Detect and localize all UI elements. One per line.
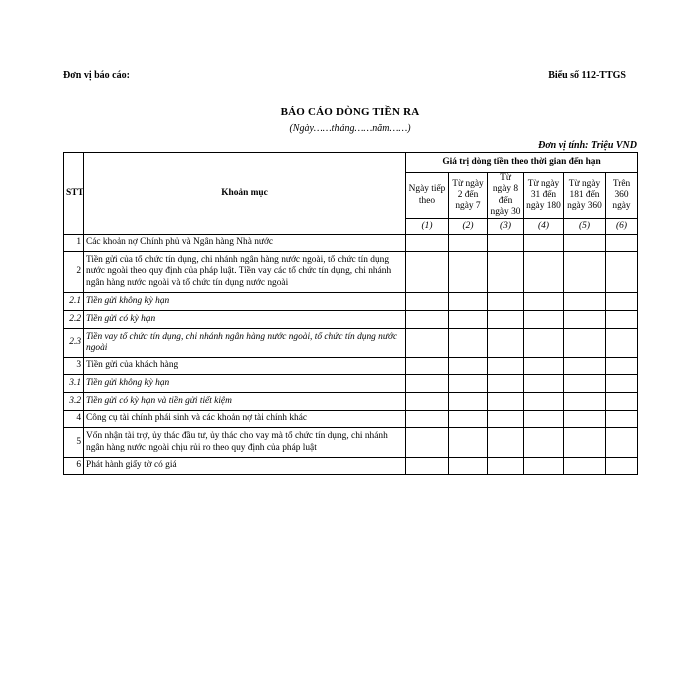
- value-cell: [606, 252, 638, 293]
- row-label: Tiền gửi có kỳ hạn và tiền gửi tiết kiệm: [84, 393, 406, 411]
- value-cell: [449, 375, 488, 393]
- row-stt: 2.1: [64, 293, 84, 311]
- value-cell: [406, 375, 449, 393]
- value-cell: [524, 393, 564, 411]
- column-number: (6): [606, 219, 638, 235]
- form-code: Biểu số 112-TTGS: [548, 70, 626, 81]
- value-cell: [564, 458, 606, 475]
- value-cell: [488, 358, 524, 375]
- table-row: [64, 458, 638, 475]
- item-header: Khoản mục: [84, 153, 406, 235]
- table-row: [64, 252, 638, 293]
- value-cell: [488, 311, 524, 329]
- unit-label: Đơn vị tính: Triệu VND: [538, 140, 637, 151]
- value-cell: [524, 311, 564, 329]
- row-stt: 1: [64, 235, 84, 252]
- row-label: Tiền gửi của khách hàng: [84, 358, 406, 375]
- row-stt: 2.3: [64, 329, 84, 358]
- value-cell: [488, 375, 524, 393]
- row-stt: 5: [64, 428, 84, 458]
- value-cell: [488, 458, 524, 475]
- table-row: [64, 293, 638, 311]
- stt-header: STT: [64, 153, 84, 235]
- table-row: [64, 411, 638, 428]
- value-cell: [524, 458, 564, 475]
- value-cell: [488, 293, 524, 311]
- period-header: Từ ngày 31 đến ngày 180: [524, 173, 564, 219]
- value-cell: [449, 311, 488, 329]
- value-cell: [606, 329, 638, 358]
- value-cell: [606, 393, 638, 411]
- row-label: Vốn nhận tài trợ, ủy thác đầu tư, ủy thác cho vay mà tổ chức tín dụng, chi nhánh ngân hàng nước ngoài chịu rủi ro theo quy định của pháp luật: [84, 428, 406, 458]
- value-cell: [449, 411, 488, 428]
- value-cell: [606, 428, 638, 458]
- value-cell: [606, 235, 638, 252]
- value-cell: [488, 411, 524, 428]
- row-stt: 3.1: [64, 375, 84, 393]
- value-cell: [524, 428, 564, 458]
- value-cell: [488, 235, 524, 252]
- value-cell: [524, 252, 564, 293]
- value-cell: [564, 329, 606, 358]
- table-row: [64, 375, 638, 393]
- column-number: (2): [449, 219, 488, 235]
- value-cell: [449, 293, 488, 311]
- period-header: Từ ngày 2 đến ngày 7: [449, 173, 488, 219]
- table-row: [64, 428, 638, 458]
- value-cell: [524, 293, 564, 311]
- table-row: [64, 311, 638, 329]
- value-cell: [524, 329, 564, 358]
- column-number: (1): [406, 219, 449, 235]
- column-number: (4): [524, 219, 564, 235]
- column-number: (3): [488, 219, 524, 235]
- value-cell: [564, 393, 606, 411]
- value-cell: [488, 393, 524, 411]
- value-cell: [488, 428, 524, 458]
- value-cell: [524, 235, 564, 252]
- value-cell: [524, 358, 564, 375]
- value-cell: [449, 252, 488, 293]
- period-header: Từ ngày 181 đến ngày 360: [564, 173, 606, 219]
- value-cell: [564, 235, 606, 252]
- value-cell: [406, 358, 449, 375]
- value-cell: [564, 428, 606, 458]
- row-label: Tiền gửi không kỳ hạn: [84, 293, 406, 311]
- value-cell: [524, 411, 564, 428]
- row-stt: 3.2: [64, 393, 84, 411]
- value-cell: [406, 329, 449, 358]
- row-label: Tiền gửi không kỳ hạn: [84, 375, 406, 393]
- row-stt: 2.2: [64, 311, 84, 329]
- value-cell: [488, 252, 524, 293]
- table-row: [64, 393, 638, 411]
- value-cell: [406, 411, 449, 428]
- report-title: BÁO CÁO DÒNG TIỀN RA: [280, 106, 420, 118]
- value-cell: [488, 329, 524, 358]
- value-cell: [406, 252, 449, 293]
- row-stt: 2: [64, 252, 84, 293]
- row-label: Tiền vay tổ chức tín dụng, chi nhánh ngân hàng nước ngoài, tổ chức tín dụng nước ngoài: [84, 329, 406, 358]
- table-row: [64, 329, 638, 358]
- report-date: (Ngày……tháng……năm……): [289, 123, 411, 134]
- table-row: [64, 358, 638, 375]
- value-cell: [406, 428, 449, 458]
- column-number: (5): [564, 219, 606, 235]
- value-cell: [406, 393, 449, 411]
- value-cell: [564, 411, 606, 428]
- row-label: Tiền gửi của tổ chức tín dụng, chi nhánh ngân hàng nước ngoài, tổ chức tín dụng nước ngoài theo quy định của pháp luật. Tiền vay các tổ chức tín dụng, chi nhánh ngân hàng nước ngoài và tổ chức tín dụng nước ngoài: [84, 252, 406, 293]
- period-header: Ngày tiếp theo: [406, 173, 449, 219]
- table-row: [64, 235, 638, 252]
- value-cell: [406, 293, 449, 311]
- period-header: Trên 360 ngày: [606, 173, 638, 219]
- value-cell: [406, 235, 449, 252]
- value-cell: [449, 235, 488, 252]
- value-cell: [564, 311, 606, 329]
- value-cell: [606, 375, 638, 393]
- reporting-unit-label: Đơn vị báo cáo:: [63, 70, 130, 81]
- value-cell: [606, 293, 638, 311]
- row-stt: 6: [64, 458, 84, 475]
- row-stt: 3: [64, 358, 84, 375]
- value-cell: [449, 428, 488, 458]
- value-cell: [564, 375, 606, 393]
- value-cell: [606, 311, 638, 329]
- cash-outflow-table: [63, 152, 638, 475]
- value-cell: [449, 358, 488, 375]
- value-cell: [606, 358, 638, 375]
- row-label: Tiền gửi có kỳ hạn: [84, 311, 406, 329]
- value-cell: [524, 375, 564, 393]
- value-cell: [406, 458, 449, 475]
- group-header: Giá trị dòng tiền theo thời gian đến hạn: [406, 153, 638, 173]
- row-label: Phát hành giấy tờ có giá: [84, 458, 406, 475]
- value-cell: [564, 358, 606, 375]
- value-cell: [406, 311, 449, 329]
- value-cell: [449, 458, 488, 475]
- value-cell: [606, 411, 638, 428]
- value-cell: [564, 252, 606, 293]
- row-label: Công cụ tài chính phái sinh và các khoản nợ tài chính khác: [84, 411, 406, 428]
- value-cell: [606, 458, 638, 475]
- row-label: Các khoản nợ Chính phủ và Ngân hàng Nhà nước: [84, 235, 406, 252]
- row-stt: 4: [64, 411, 84, 428]
- period-header: Từ ngày 8 đến ngày 30: [488, 173, 524, 219]
- value-cell: [449, 393, 488, 411]
- value-cell: [449, 329, 488, 358]
- value-cell: [564, 293, 606, 311]
